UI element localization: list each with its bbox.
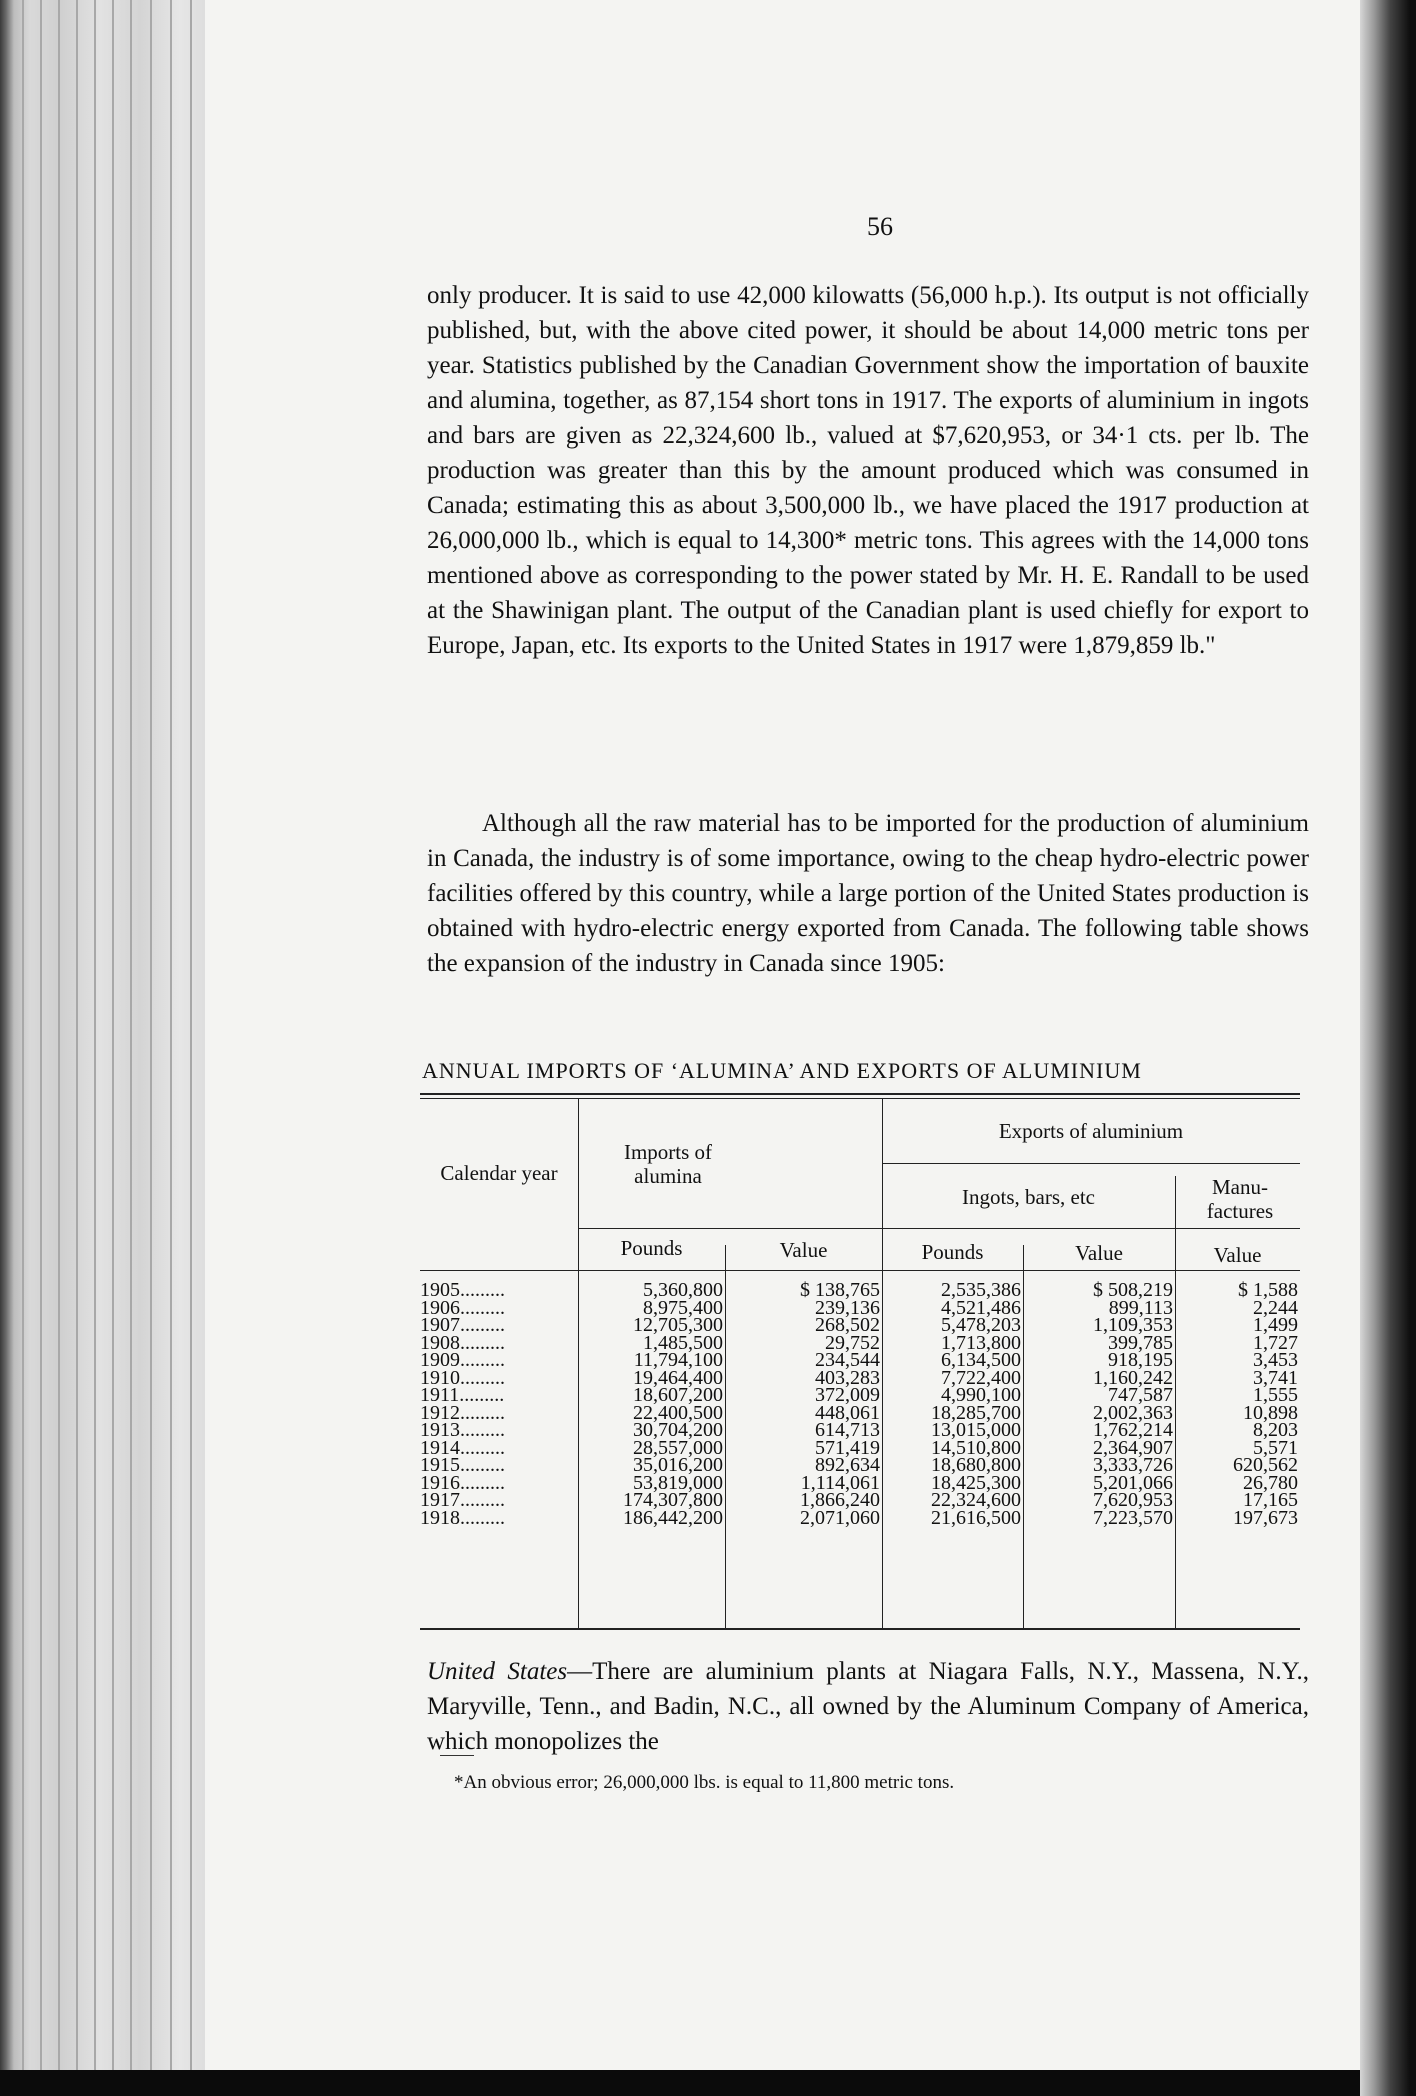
column-years [420,1279,578,1529]
manufactures-value-cell: 10,898 [1243,1401,1298,1424]
import-value-cell: 403,283 [815,1366,880,1389]
import-value-cell: $ 138,765 [800,1279,880,1301]
year-cell: 1910......... [420,1366,505,1389]
import-value-cell: 234,544 [815,1349,880,1371]
year-cell: 1916......... [420,1471,505,1494]
ingot-value-cell: 2,002,363 [1093,1401,1173,1424]
table-top-rule [420,1093,1300,1095]
year-cell: 1917......... [420,1489,505,1511]
ingot-value-cell: 747,587 [1108,1384,1173,1406]
year-cell: 1909......... [420,1349,505,1371]
import-pounds-cell: 11,794,100 [633,1349,723,1371]
ingot-pounds-cell: 4,990,100 [941,1384,1021,1406]
header-imports: Imports of alumina [623,1140,713,1188]
import-value-cell: 448,061 [815,1401,880,1424]
import-pounds-cell: 174,307,800 [623,1489,723,1511]
ingot-pounds-cell: 13,015,000 [931,1419,1021,1441]
ingot-pounds-cell: 4,521,486 [941,1296,1021,1319]
table-top-rule-double [420,1098,1300,1099]
year-cell: 1914......... [420,1436,505,1459]
book-page-edge [0,0,210,2070]
ingot-pounds-cell: 18,285,700 [931,1401,1021,1424]
ingot-pounds-cell: 14,510,800 [931,1436,1021,1459]
footnote: *An obvious error; 26,000,000 lbs. is equal to 11,800 metric tons. [454,1772,955,1793]
year-cell: 1907......... [420,1314,505,1336]
table-title: ANNUAL IMPORTS OF ‘ALUMINA’ AND EXPORTS OF ALUMINIUM [422,1058,1142,1083]
imports-exports-table [420,1093,1300,1633]
manufactures-value-cell: 8,203 [1253,1419,1298,1441]
import-value-cell: 571,419 [815,1436,880,1459]
header-ingot-pounds: Pounds [921,1240,984,1264]
import-pounds-cell: 1,485,500 [643,1331,723,1354]
ingot-pounds-cell: 1,713,800 [941,1331,1021,1354]
import-pounds-cell: 8,975,400 [643,1296,723,1319]
header-exports: Exports of aluminium [998,1119,1184,1143]
import-pounds-cell: 35,016,200 [633,1454,723,1476]
year-cell: 1913......... [420,1419,505,1441]
manufactures-value-cell: 3,741 [1253,1366,1298,1389]
header-bottom-rule [420,1270,1300,1271]
ingot-pounds-cell: 18,680,800 [931,1454,1021,1476]
header-ingots: Ingots, bars, etc [962,1185,1095,1209]
section-lead-united-states: United States [427,1658,568,1685]
ingot-value-cell: $ 508,219 [1093,1279,1173,1301]
header-manufactures-value: Value [1213,1243,1262,1267]
year-cell: 1918......... [420,1506,505,1529]
year-cell: 1908......... [420,1331,505,1354]
header-ingot-value: Value [1075,1241,1123,1265]
import-pounds-cell: 186,442,200 [623,1506,723,1529]
ingot-value-cell: 1,160,242 [1093,1366,1173,1389]
column-manufactures-value [1175,1279,1298,1529]
subheader-rule [578,1228,1300,1229]
ingot-pounds-cell: 6,134,500 [941,1349,1021,1371]
year-cell: 1915......... [420,1454,505,1476]
import-pounds-cell: 30,704,200 [633,1419,723,1441]
header-import-value: Value [779,1238,828,1262]
column-ingot-value [1023,1279,1173,1529]
import-value-cell: 268,502 [815,1314,880,1336]
manufactures-value-cell: 1,555 [1253,1384,1298,1406]
year-cell: 1912......... [420,1401,505,1424]
ingot-value-cell: 7,620,953 [1093,1489,1173,1511]
column-import-value [725,1279,880,1529]
ingot-pounds-cell: 18,425,300 [931,1471,1021,1494]
import-value-cell: 892,634 [815,1454,880,1476]
ingot-value-cell: 3,333,726 [1093,1454,1173,1476]
header-import-pounds: Pounds [620,1236,683,1260]
import-pounds-cell: 53,819,000 [633,1471,723,1494]
import-pounds-cell: 18,607,200 [633,1384,723,1406]
footnote-rule [440,1755,474,1756]
import-pounds-cell: 5,360,800 [643,1279,723,1301]
manufactures-value-cell: 197,673 [1233,1506,1298,1529]
ingot-value-cell: 899,113 [1108,1296,1173,1319]
ingot-value-cell: 399,785 [1108,1331,1173,1354]
manufactures-value-cell: 26,780 [1243,1471,1298,1494]
header-calendar-year: Calendar year [440,1161,558,1185]
table-bottom-rule [420,1628,1300,1630]
body-paragraph-1: only producer. It is said to use 42,000 kilowatts (56,000 h.p.). Its output is not officially published, but, with the above cited power, it should be about 14,000 metric tons per year. Statistics published by the Canadian Government show the importation of bauxite and alumina, together, as 87,154 short tons in 1917. The exports of aluminium in ingots and bars are given as 22,324,600 lb., valued at $7,620,953, or 34·1 cts. per lb. The production was greater than this by the amount produced which was consumed in Canada; estimating this as about 3,500,000 lb., we have placed the 1917 production at 26,000,000 lb., which is equal to 14,300* metric tons. This agrees with the 14,000 tons mentioned above as corresponding to the power stated by Mr. H. E. Randall to be used at the Shawinigan plant. The output of the Canadian plant is used chiefly for export to Europe, Japan, etc. Its exports to the United States in 1917 were 1,879,859 lb." [427,282,1309,659]
manufactures-value-cell: 2,244 [1253,1296,1298,1319]
import-value-cell: 1,866,240 [800,1489,880,1511]
manufactures-value-cell: $ 1,588 [1238,1279,1298,1301]
page-number: 56 [867,212,893,241]
manufactures-value-cell: 17,165 [1243,1489,1298,1511]
import-pounds-cell: 12,705,300 [633,1314,723,1336]
manufactures-value-cell: 620,562 [1233,1454,1298,1476]
import-value-cell: 614,713 [815,1419,880,1441]
body-paragraph-3 [427,1654,1309,1759]
ingot-value-cell: 1,762,214 [1093,1419,1173,1441]
manufactures-value-cell: 3,453 [1253,1349,1298,1371]
ingot-pounds-cell: 22,324,600 [931,1489,1021,1511]
ingot-pounds-cell: 7,722,400 [941,1366,1021,1389]
ingot-pounds-cell: 2,535,386 [941,1279,1021,1301]
year-cell: 1905......... [420,1279,505,1301]
paragraph-3-text: —There are aluminium plants at Niagara Falls, N.Y., Massena, N.Y., Maryville, Tenn., and Badin, N.C., all owned by the Aluminum Company of America, which monopolizes the [427,1658,1310,1755]
ingot-value-cell: 918,195 [1108,1349,1173,1371]
ingot-value-cell: 7,223,570 [1093,1506,1173,1529]
ingot-value-cell: 5,201,066 [1093,1471,1173,1494]
import-value-cell: 372,009 [815,1384,880,1406]
exports-header-rule [882,1163,1300,1164]
year-cell: 1911......... [420,1384,505,1406]
year-cell: 1906......... [420,1296,505,1319]
import-value-cell: 2,071,060 [800,1506,880,1529]
ingot-pounds-cell: 21,616,500 [931,1506,1021,1529]
book-right-edge [1360,0,1416,2096]
import-pounds-cell: 28,557,000 [633,1436,723,1459]
import-pounds-cell: 22,400,500 [633,1401,723,1424]
manufactures-value-cell: 5,571 [1253,1436,1298,1459]
column-import-pounds [578,1279,723,1529]
body-paragraph-2: Although all the raw material has to be imported for the production of aluminium in Canada, the industry is of some importance, owing to the cheap hydro-electric power facilities offered by this country, while a large portion of the United States production is obtained with hydro-electric energy exported from Canada. The following table shows the expansion of the industry in Canada since 1905: [427,810,1309,977]
import-value-cell: 239,136 [815,1296,880,1319]
ingot-value-cell: 1,109,353 [1093,1314,1173,1336]
header-manufactures: Manu-factures [1206,1175,1274,1223]
import-pounds-cell: 19,464,400 [633,1366,723,1389]
import-value-cell: 29,752 [825,1331,880,1354]
manufactures-value-cell: 1,499 [1253,1314,1298,1336]
import-value-cell: 1,114,061 [800,1471,880,1494]
column-ingot-pounds [882,1279,1021,1529]
ingot-value-cell: 2,364,907 [1093,1436,1173,1459]
ingot-pounds-cell: 5,478,203 [941,1314,1021,1336]
manufactures-value-cell: 1,727 [1253,1331,1298,1354]
